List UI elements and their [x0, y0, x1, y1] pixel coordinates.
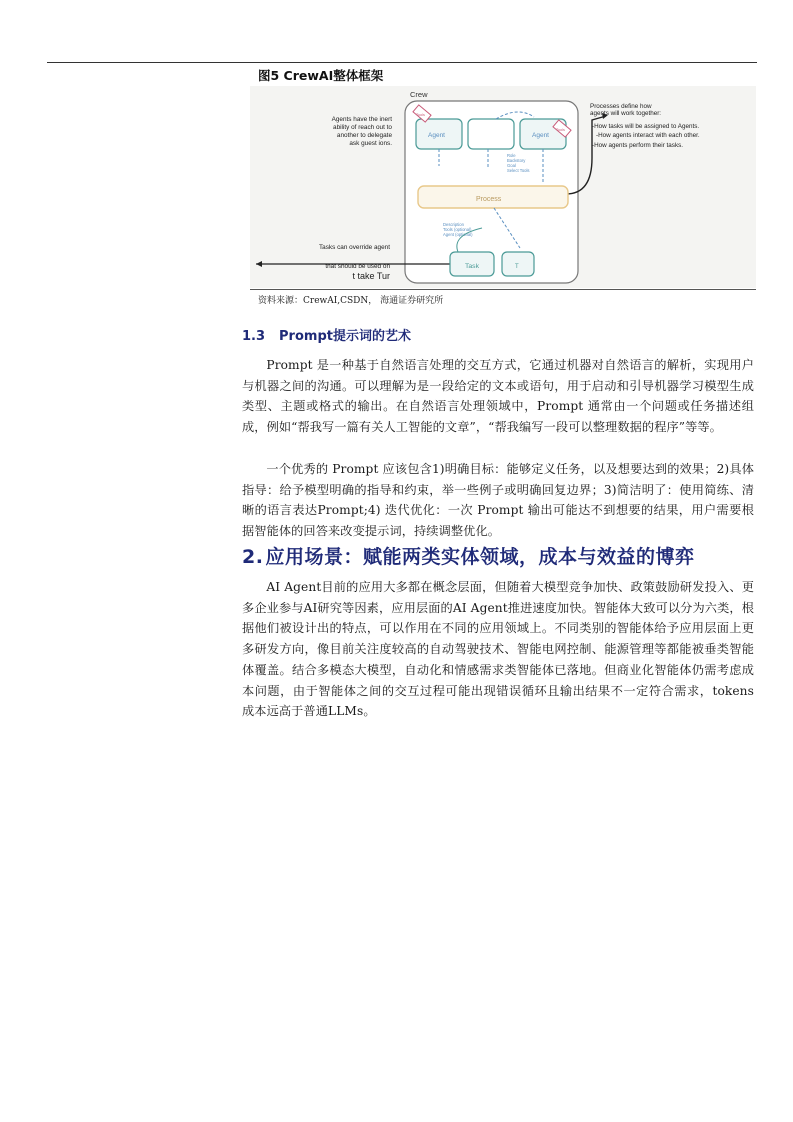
section-2-paragraph: AI Agent目前的应用大多都在概念层面，但随着大模型竞争加快、政策鼓励研发投入、更多企业参与AI研究等因素，应用层面的AI Agent推进速度加快。智能体大致可以分为六类，根据他们被设计出的特点，可以作用在不同的应用领域上。不同类别的智能体给予应用层面上更多研发方向，像目前关注度较高的自动驾驶技术、智能电网控制、能源管理等都能被垂类智能体覆盖。结合多模态大模型，自动化和情感需求类智能体已落地。但商业化智能体仍需考虑成本问题，由于智能体之间的交互过程可能出现错误循环且输出结果不一定符合需求，tokens 成本远高于普通LLMs。	[242, 580, 754, 719]
left-note-top-line: another to delegate	[336, 132, 392, 139]
role-text-line: Role	[507, 153, 516, 158]
right-note-line: -How tasks will be assigned to Agents.	[592, 123, 700, 130]
crewai-diagram-svg	[250, 86, 756, 288]
section-2-heading	[242, 542, 694, 569]
left-note-top-line: Agents have the inert	[331, 116, 392, 123]
section-1-3-heading	[242, 325, 411, 344]
left-note-bottom-line: t take Tur	[352, 271, 390, 281]
role-text-line: Select Tools	[507, 168, 530, 173]
section-1-3-title: Prompt提示词的艺术	[279, 329, 411, 344]
right-note-line: -How agents perform their tasks.	[592, 142, 683, 149]
task-small-label: T	[515, 264, 519, 270]
task-label: Task	[465, 263, 479, 270]
section-1-3-paragraph-2: 一个优秀的 Prompt 应该包含1)明确目标：能够定义任务，以及想要达到的效果；2)具体指导：给予模型明确的指导和约束，举一些例子或明确回复边界；3)简洁明了：使用简练、清晰的语言表达Prompt;4) 迭代优化：一次 Prompt 输出可能达不到想要的结果，用户需要根据智能体的回答来改变提示词，持续调整优化。	[242, 462, 754, 539]
role-text-line: Backstory	[507, 158, 526, 163]
crewai-diagram	[250, 86, 756, 288]
right-note-line: agents will work together:	[590, 110, 662, 117]
left-note-bottom-line: Tasks can override agent	[318, 244, 390, 251]
right-note-line: -How agents interact with each other.	[596, 132, 700, 139]
figure-source: 资料来源：CrewAI,CSDN， 海通证券研究所	[258, 296, 444, 306]
agent-left-label: Agent	[428, 132, 445, 139]
left-note-top-line: ability of reach out to	[333, 124, 392, 131]
header-rule	[47, 62, 757, 63]
section-2-number: 2.	[242, 546, 264, 568]
left-note-bottom-line: that should be used on	[325, 263, 390, 270]
left-note-top-line: ask guest ions.	[349, 140, 392, 147]
section-1-3-number: 1.3	[242, 329, 266, 344]
section-2-title: 应用场景：赋能两类实体领域，成本与效益的博弈	[265, 546, 695, 568]
crew-label: Crew	[410, 90, 428, 99]
figure-title: 图5 CrewAI整体框架	[258, 68, 384, 83]
role-text-line: Goal	[507, 163, 516, 168]
tools-tag-right-label: Tools	[556, 128, 565, 132]
task-desc-line: Agent (optional)	[443, 232, 473, 237]
figure-bottom-rule	[250, 289, 756, 290]
tools-tag-left-label: Tools	[416, 113, 425, 117]
right-note-line: Processes define how	[590, 103, 652, 110]
task-desc-line: Tools (optional)	[443, 227, 472, 232]
agent-middle-box	[468, 119, 514, 149]
process-label: Process	[476, 196, 502, 203]
agent-right-label: Agent	[532, 132, 549, 139]
task-desc-line: Description	[443, 222, 464, 227]
section-1-3-paragraph-1: Prompt 是一种基于自然语言处理的交互方式，它通过机器对自然语言的解析，实现用户与机器之间的沟通。可以理解为是一段给定的文本或语句，用于启动和引导机器学习模型生成类型、主题或格式的输出。在自然语言处理领域中，Prompt 通常由一个问题或任务描述组成，例如“帮我写一篇有关人工智能的文章”，“帮我编写一段可以整理数据的程序”等等。	[242, 358, 754, 435]
